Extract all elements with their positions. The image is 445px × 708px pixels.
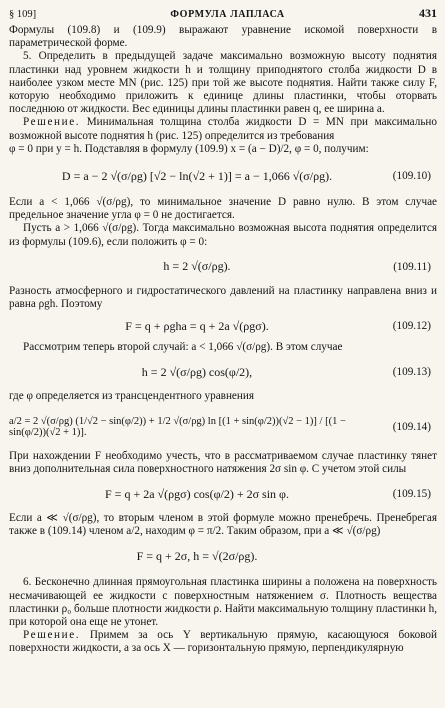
running-header	[9, 6, 437, 24]
equation-body: D = a − 2 √(σ/ρg) [√2 − ln(√2 + 1)] = a − 1,066 √(σ/ρg).	[61, 168, 333, 183]
running-title: ФОРМУЛА ЛАПЛАСА	[170, 9, 285, 20]
paragraph: При нахождении F необходимо учесть, что в рассматриваемом случае пластинку тянет вниз дополнительная сила поверхностного натяжения 2σ sin φ. С учетом этой силы	[9, 449, 437, 475]
equation-body: h = 2 √(σ/ρg) cos(φ/2),	[141, 364, 253, 379]
equation-109-15	[9, 476, 437, 512]
solution-text: Примем за ось Y вертикальную прямую, касающуюся боковой поверхности жидкости, а за ось X — горизонтальную прямую, перпендикулярную	[9, 629, 438, 655]
equation-number: (109.11)	[393, 260, 431, 273]
equation-body: h = 2 √(σ/ρg).	[163, 259, 231, 274]
paragraph: Пусть a > 1,066 √(σ/ρg). Тогда максимально возможная высота поднятия определится из формулы (109.6), если положить φ = 0:	[9, 222, 437, 248]
solution-paragraph	[9, 629, 437, 655]
paragraph: где φ определяется из трансцендентного уравнения	[9, 390, 255, 403]
equation-109-11	[9, 249, 437, 285]
equation-number: (109.13)	[392, 366, 431, 379]
paragraph: Если a < 1,066 √(σ/ρg), то минимальное значение D равно нулю. В этом случае предельное значение угла φ = 0 не достигается.	[9, 196, 437, 222]
equation-109-13	[9, 354, 437, 390]
solution-label: Решение.	[23, 116, 81, 129]
paragraph: Рассмотрим теперь второй случай: a < 1,066 √(σ/ρg). В этом случае	[23, 341, 343, 354]
problem-5: 5. Определить в предыдущей задаче максимально возможную высоту поднятия пластинки над уровнем жидкости h и толщину приподнятого столба жидкости D в наиболее узком месте MN (рис. 125) при той же высоте поднятия. Найти также силу F, которую необходимо приложить к единице длины пластинки, чтобы оторвать последнюю от жидкости. Вес единицы длины пластинки равен q, ее ширина a.	[9, 50, 437, 116]
equation-109-12	[9, 311, 437, 341]
equation-number: (109.14)	[392, 420, 431, 433]
paragraph: Если a ≪ √(σ/ρg), то вторым членом в этой формуле можно пренебречь. Пренебрегая также в (109.14) членом a/2, находим φ = π/2. Таким образом, при a ≪ √(σ/ρg)	[9, 512, 437, 538]
paragraph: Разность атмосферного и гидростатического давлений на пластинку направлена вниз и равна ρgh. Поэтому	[9, 284, 437, 311]
solution-paragraph	[9, 116, 437, 142]
solution-text: Минимальная толщина столба жидкости D = MN при максимально возможной высоте поднятия h (рис. 125) определится из требования	[9, 116, 437, 142]
equation-body: a/2 = 2 √(σ/ρg) (1/√2 − sin(φ/2)) + 1/2 √(σ/ρg) ln [(1 + sin(φ/2))(√2 − 1)] / [(1 − sin(φ/2))(√2 + 1)].	[9, 415, 346, 438]
equation-109-14	[9, 404, 437, 450]
paragraph: Формулы (109.8) и (109.9) выражают уравнение искомой поверхности в параметрической форме.	[9, 24, 437, 50]
section-ref: § 109]	[9, 9, 37, 20]
equation-number: (109.10)	[392, 170, 431, 183]
problem-6: 6. Бесконечно длинная прямоугольная пластинка ширины a положена на поверхность несмачивающей ее жидкости с поверхностным натяжением σ. Плотность вещества пластинки ρ₀ больше плотности жидкости ρ. Найти максимальную толщину пластинки h, при которой она еще не утонет.	[9, 576, 437, 629]
equation-body: F = q + 2a √(ρgσ) cos(φ/2) + 2σ sin φ.	[105, 486, 289, 501]
equation-final	[9, 538, 437, 574]
equation-body: F = q + ρgha = q + 2a √(ρgσ).	[125, 318, 269, 333]
equation-number: (109.15)	[392, 488, 431, 501]
paragraph: φ = 0 при y = h. Подставляя в формулу (109.9) x = (a − D)/2, φ = 0, получим:	[9, 142, 369, 155]
equation-109-10	[9, 156, 437, 196]
solution-label: Решение.	[23, 629, 81, 642]
equation-number: (109.12)	[392, 320, 431, 333]
page-number: 431	[419, 6, 437, 20]
equation-body: F = q + 2σ, h = √(2σ/ρg).	[136, 548, 258, 563]
